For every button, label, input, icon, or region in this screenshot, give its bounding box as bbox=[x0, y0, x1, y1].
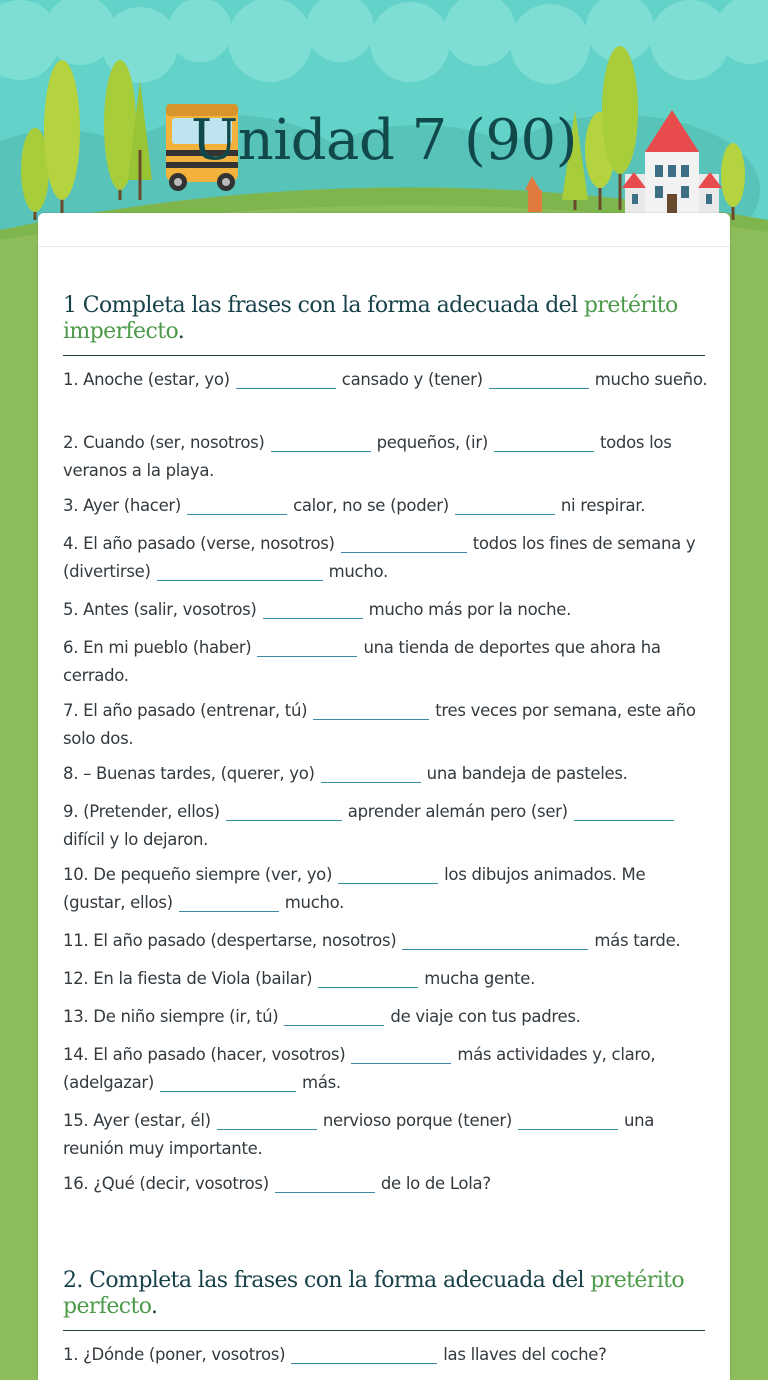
answer-blank[interactable] bbox=[574, 803, 674, 821]
answer-blank[interactable] bbox=[494, 434, 594, 452]
answer-blank[interactable] bbox=[236, 371, 336, 389]
exercise-item: 4. El año pasado (verse, nosotros) todos los fines de semana y (divertirse) mucho. bbox=[63, 534, 696, 581]
exercise-item: 12. En la fiesta de Viola (bailar) mucha gente. bbox=[63, 969, 536, 988]
answer-blank[interactable] bbox=[187, 497, 287, 515]
answer-blank[interactable] bbox=[341, 535, 467, 553]
exercise-item: 14. El año pasado (hacer, vosotros) más actividades y, claro, (adelgazar) más. bbox=[63, 1045, 656, 1092]
answer-blank[interactable] bbox=[455, 497, 555, 515]
exercise-item: 13. De niño siempre (ir, tú) de viaje con tus padres. bbox=[63, 1007, 581, 1026]
answer-blank[interactable] bbox=[351, 1046, 451, 1064]
section-2-heading: 2. Completa las frases con la forma adecuada del pretérito perfecto. bbox=[63, 1268, 705, 1331]
exercise-item: 16. ¿Qué (decir, vosotros) de lo de Lola? bbox=[63, 1174, 491, 1193]
page-title: Unidad 7 (90) bbox=[191, 108, 577, 173]
exercise-item: 7. El año pasado (entrenar, tú) tres veces por semana, este año solo dos. bbox=[63, 701, 696, 748]
answer-blank[interactable] bbox=[518, 1112, 618, 1130]
section-1-heading: 1 Completa las frases con la forma adecuada del pretérito imperfecto. bbox=[63, 293, 705, 356]
exercise-item: 10. De pequeño siempre (ver, yo) los dibujos animados. Me (gustar, ellos) mucho. bbox=[63, 865, 646, 912]
exercise-item: 6. En mi pueblo (haber) una tienda de deportes que ahora ha cerrado. bbox=[63, 638, 661, 685]
exercise-item: 5. Antes (salir, vosotros) mucho más por la noche. bbox=[63, 600, 572, 619]
answer-blank[interactable] bbox=[257, 639, 357, 657]
answer-blank[interactable] bbox=[318, 970, 418, 988]
exercise-item: 8. – Buenas tardes, (querer, yo) una bandeja de pasteles. bbox=[63, 764, 628, 783]
answer-blank[interactable] bbox=[263, 601, 363, 619]
exercise-item: 3. Ayer (hacer) calor, no se (poder) ni respirar. bbox=[63, 496, 646, 515]
answer-blank[interactable] bbox=[338, 866, 438, 884]
answer-blank[interactable] bbox=[313, 702, 429, 720]
exercise-item: 1. ¿Dónde (poner, vosotros) las llaves del coche? bbox=[63, 1345, 607, 1364]
answer-blank[interactable] bbox=[489, 371, 589, 389]
answer-blank[interactable] bbox=[321, 765, 421, 783]
exercise-item: 9. (Pretender, ellos) aprender alemán pero (ser)difícil y lo dejaron. bbox=[63, 798, 708, 853]
exercise-item: 1. Anoche (estar, yo) cansado y (tener) mucho sueño. bbox=[63, 370, 708, 389]
worksheet-card bbox=[38, 213, 730, 1380]
answer-blank[interactable] bbox=[291, 1346, 437, 1364]
exercise-item: 15. Ayer (estar, él) nervioso porque (tener) una reunión muy importante. bbox=[63, 1111, 655, 1158]
exercise-item: 11. El año pasado (despertarse, nosotros) más tarde. bbox=[63, 931, 681, 950]
card-top-strip bbox=[38, 213, 730, 247]
answer-blank[interactable] bbox=[284, 1008, 384, 1026]
answer-blank[interactable] bbox=[160, 1074, 296, 1092]
answer-blank[interactable] bbox=[275, 1175, 375, 1193]
exercise-item: 2. Cuando (ser, nosotros) pequeños, (ir) todos los veranos a la playa. bbox=[63, 433, 672, 480]
answer-blank[interactable] bbox=[402, 932, 588, 950]
answer-blank[interactable] bbox=[157, 563, 323, 581]
answer-blank[interactable] bbox=[271, 434, 371, 452]
answer-blank[interactable] bbox=[226, 803, 342, 821]
answer-blank[interactable] bbox=[217, 1112, 317, 1130]
answer-blank[interactable] bbox=[179, 894, 279, 912]
